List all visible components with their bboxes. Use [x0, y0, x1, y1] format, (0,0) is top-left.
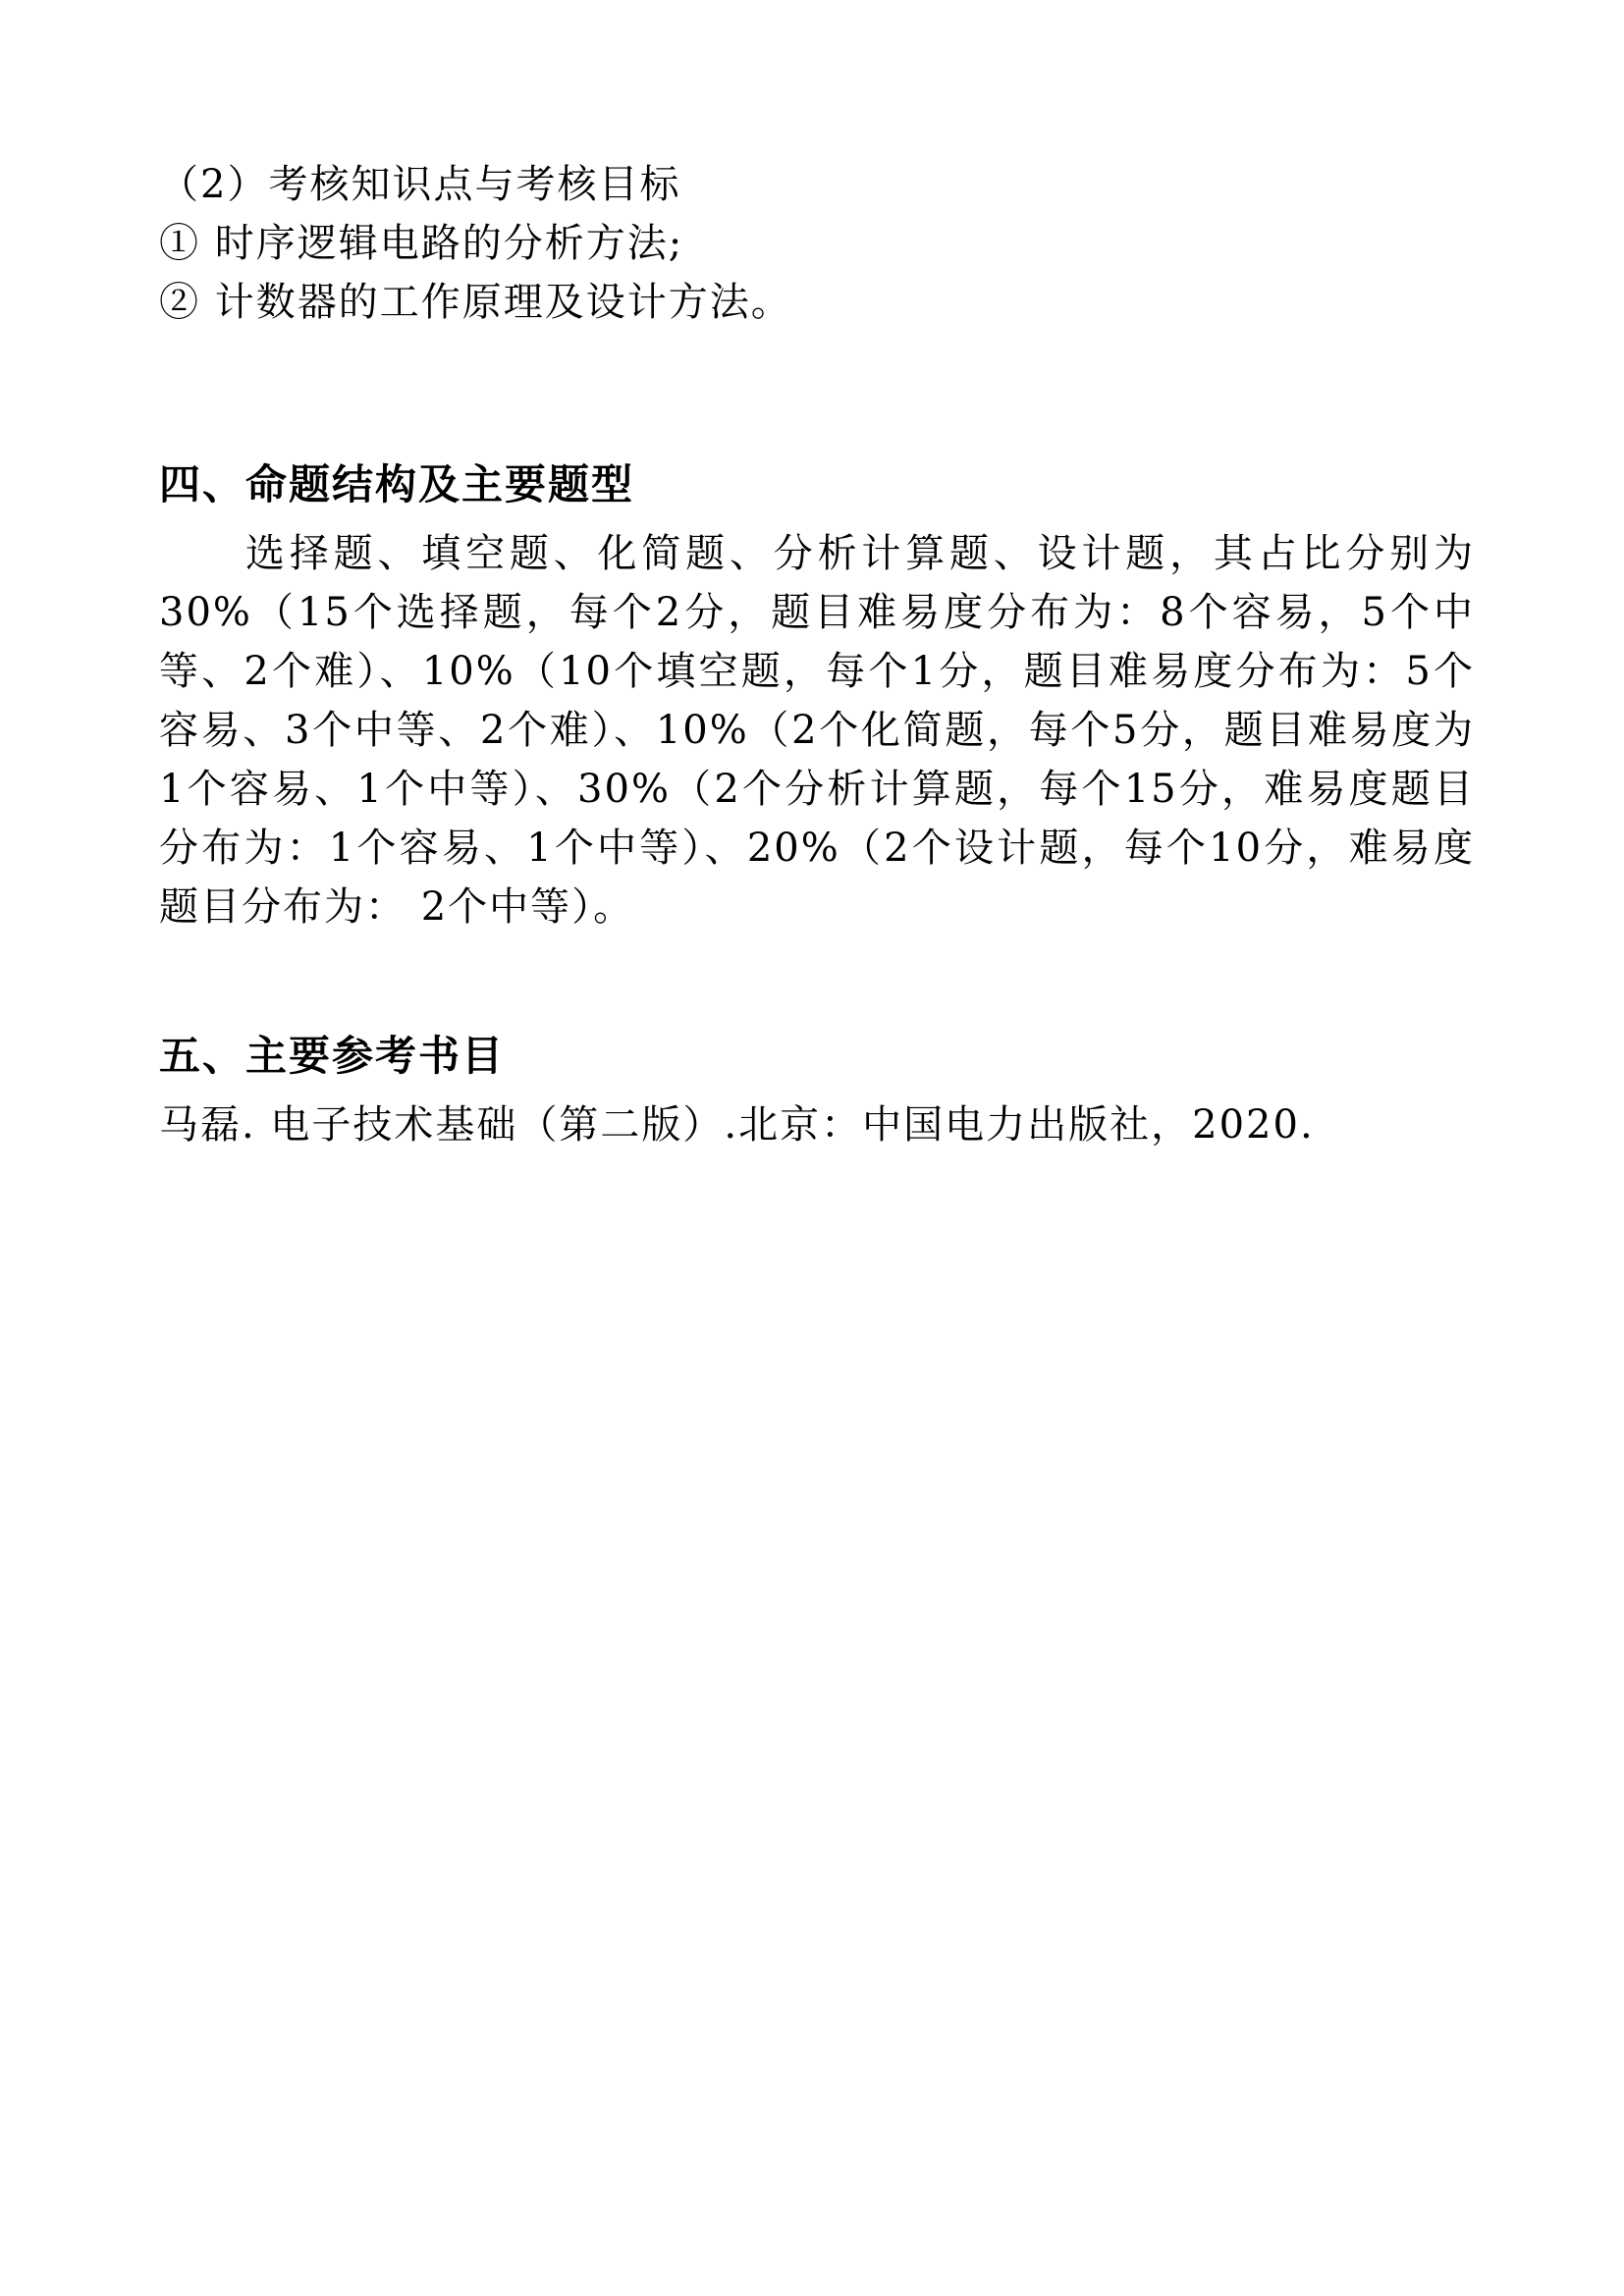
section-heading-question-structure: 四、命题结构及主要题型 [159, 460, 635, 508]
reference-entry: 马磊. 电子技术基础（第二版）.北京：中国电力出版社，2020. [159, 1102, 1315, 1148]
assessment-item-2: ② 计数器的工作原理及设计方法。 [159, 280, 792, 325]
question-structure-paragraph: 选择题、填空题、化简题、分析计算题、设计题，其占比分别为30%（15个选择题，每个2分，题目难易度分布为：8个容易，5个中等、2个难）、10%（10个填空题，每个1分，题目难易度分布为：5个容易、3个中等、2个难）、10%（2个化简题，每个5分，题目难易度为1个容易、1个中等）、30%（2个分析计算题，每个15分，难易度题目分布为：1个容易、1个中等）、20%（2个设计题，每个10分，难易度题目分布为： 2个中等）。 [159, 531, 1475, 930]
section-heading-references: 五、主要参考书目 [159, 1032, 506, 1080]
assessment-item-1: ① 时序逻辑电路的分析方法; [159, 221, 684, 266]
assessment-subheading: （2）考核知识点与考核目标 [159, 162, 681, 207]
